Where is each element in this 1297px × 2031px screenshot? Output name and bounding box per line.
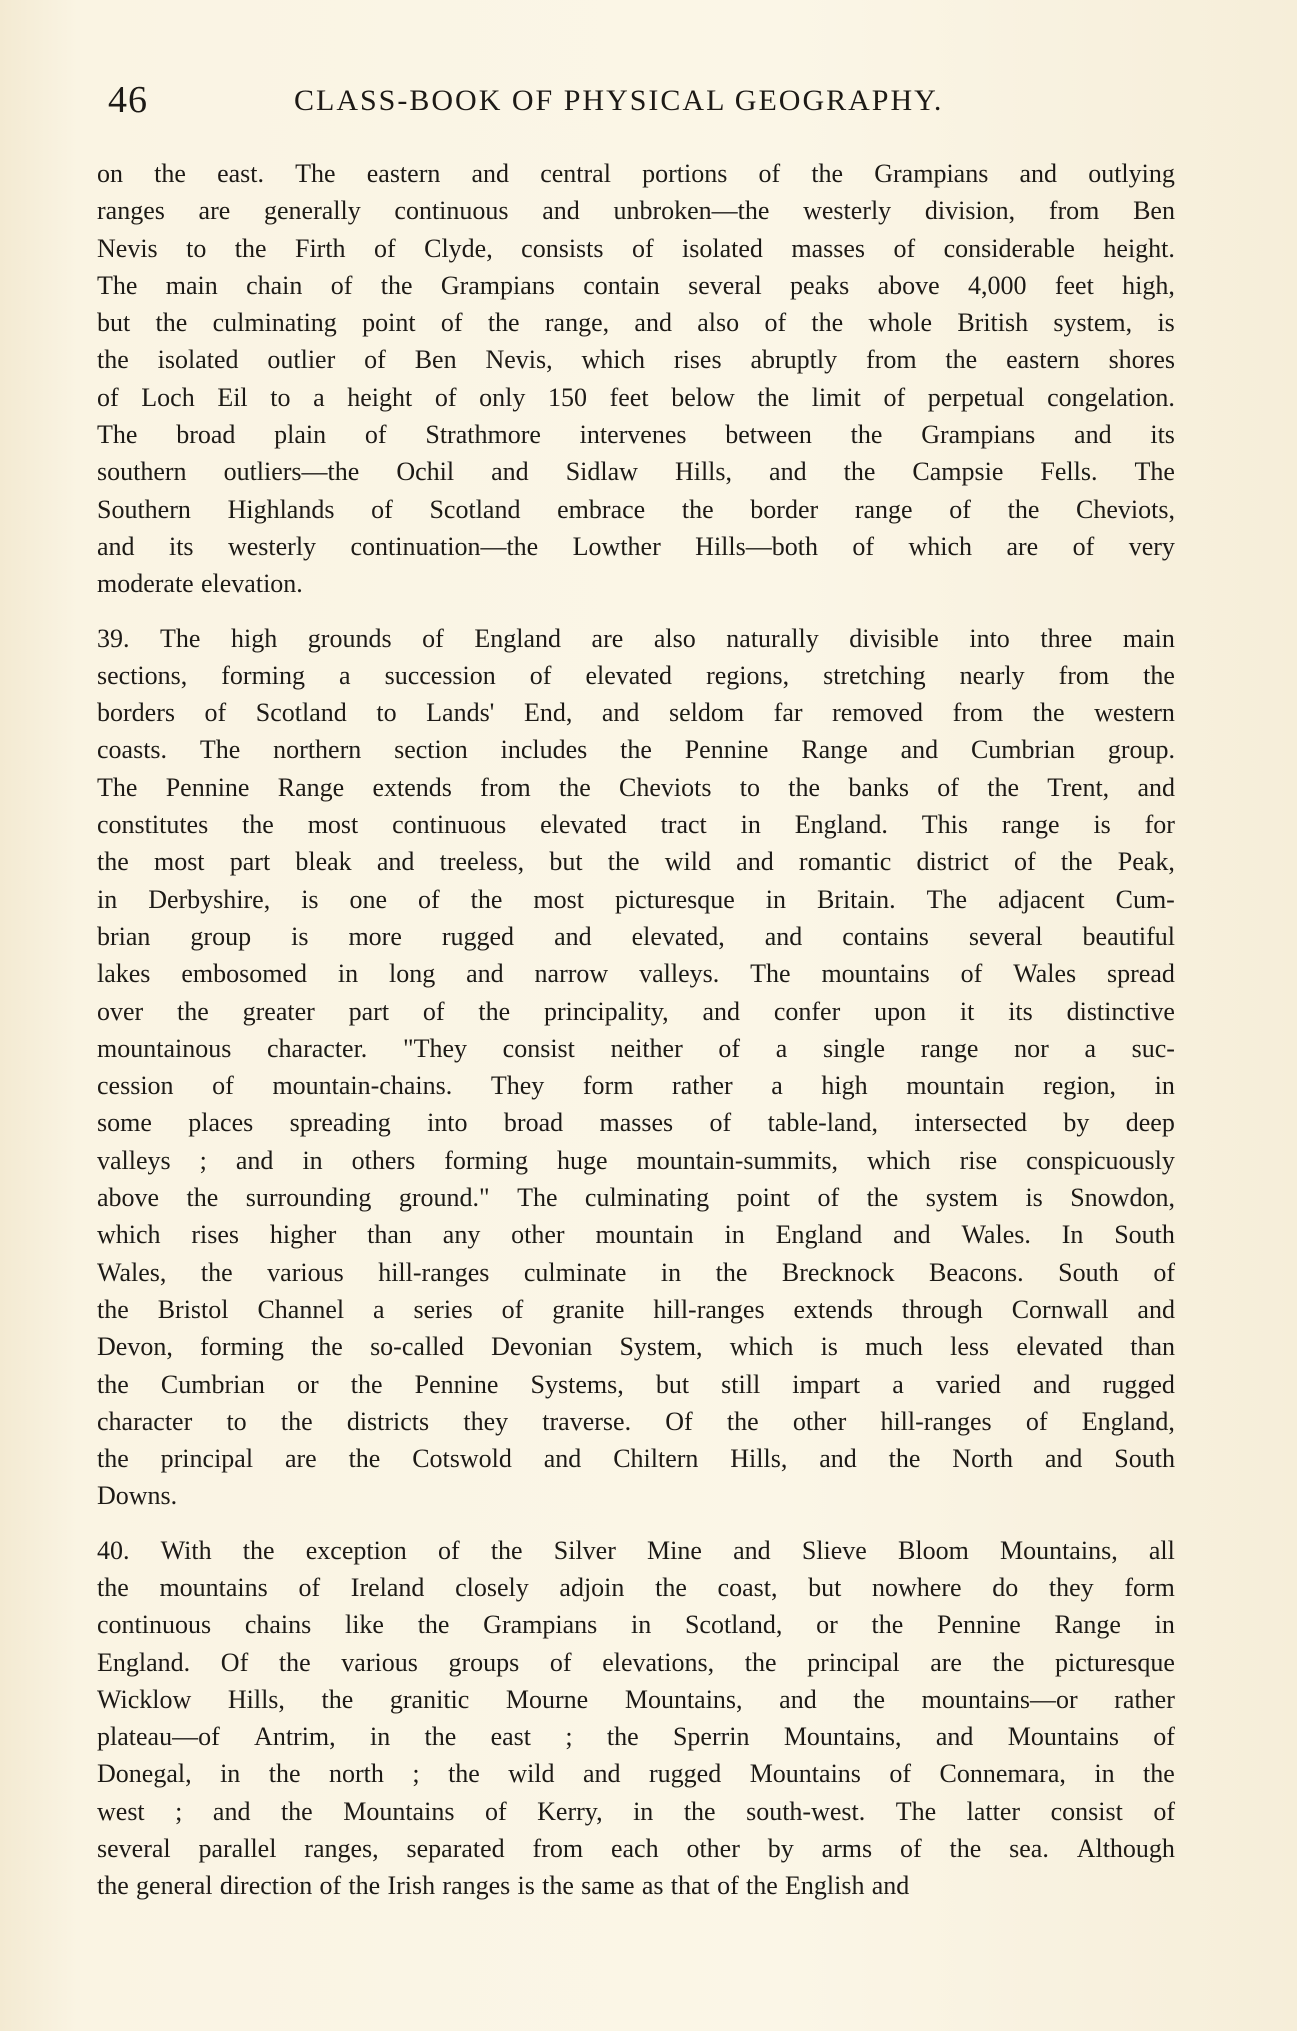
paragraph-40-ireland (97, 1532, 1175, 1905)
text-line: borders of Scotland to Lands' End, and seldom far removed from the western (97, 698, 1175, 728)
text-line: the principal are the Cotswold and Chiltern Hills, and the North and South (97, 1444, 1175, 1474)
text-line: west ; and the Mountains of Kerry, in the south-west. The latter consist of (97, 1796, 1175, 1826)
text-line: but the culminating point of the range, and also of the whole British system, is (97, 308, 1175, 338)
text-line: over the greater part of the principality, and confer upon it its distinctive (97, 996, 1175, 1026)
text-line: in Derbyshire, is one of the most picturesque in Britain. The adjacent Cum- (97, 884, 1175, 914)
text-line: Southern Highlands of Scotland embrace the border range of the Cheviots, (97, 494, 1175, 524)
text-line: cession of mountain-chains. They form rather a high mountain region, in (97, 1071, 1175, 1101)
text-line: mountainous character. "They consist neither of a single range nor a suc- (97, 1033, 1175, 1063)
text-line: 40. With the exception of the Silver Mine and Slieve Bloom Mountains, all (97, 1535, 1175, 1565)
text-line: which rises higher than any other mountain in England and Wales. In South (97, 1220, 1175, 1250)
text-line: moderate elevation. (97, 569, 303, 599)
text-line: Nevis to the Firth of Clyde, consists of isolated masses of considerable height. (97, 233, 1175, 263)
text-line: constitutes the most continuous elevated tract in England. This range is for (97, 810, 1175, 840)
text-line: the Bristol Channel a series of granite hill-ranges extends through Cornwall and (97, 1294, 1175, 1324)
text-line: of Loch Eil to a height of only 150 feet below the limit of perpetual congelation. (97, 382, 1175, 412)
text-line: several parallel ranges, separated from each other by arms of the sea. Although (97, 1834, 1175, 1864)
paragraph-39-england (97, 620, 1175, 1515)
text-line: Wales, the various hill-ranges culminate in the Brecknock Beacons. South of (97, 1257, 1175, 1287)
text-line: Devon, forming the so-called Devonian System, which is much less elevated than (97, 1332, 1175, 1362)
text-line: valleys ; and in others forming huge mountain-summits, which rise conspicuously (97, 1145, 1175, 1175)
text-line: character to the districts they traverse. Of the other hill-ranges of England, (97, 1406, 1175, 1436)
text-line: on the east. The eastern and central portions of the Grampians and outlying (97, 159, 1175, 188)
text-line: some places spreading into broad masses of table-land, intersected by deep (97, 1108, 1175, 1138)
text-line: 39. The high grounds of England are also naturally divisible into three main (97, 623, 1175, 653)
text-line: Downs. (97, 1481, 178, 1511)
text-line: ranges are generally continuous and unbroken—the westerly division, from Ben (97, 196, 1175, 226)
text-line: sections, forming a succession of elevated regions, stretching nearly from the (97, 660, 1175, 690)
page-header (108, 78, 1208, 128)
text-line: the general direction of the Irish ranges is the same as that of the English and (97, 1871, 910, 1901)
text-line: continuous chains like the Grampians in Scotland, or the Pennine Range in (97, 1610, 1175, 1640)
text-line: plateau—of Antrim, in the east ; the Sperrin Mountains, and Mountains of (97, 1722, 1175, 1752)
text-line: brian group is more rugged and elevated, and contains several beautiful (97, 921, 1175, 951)
text-line: the Cumbrian or the Pennine Systems, but still impart a varied and rugged (97, 1369, 1175, 1399)
text-line: The main chain of the Grampians contain several peaks above 4,000 feet high, (97, 270, 1175, 300)
text-line: coasts. The northern section includes the Pennine Range and Cumbrian group. (97, 735, 1175, 765)
text-line: lakes embosomed in long and narrow valleys. The mountains of Wales spread (97, 959, 1175, 989)
paragraph-scotland (97, 155, 1175, 603)
text-line: England. Of the various groups of elevations, the principal are the picturesque (97, 1647, 1175, 1677)
text-line: the isolated outlier of Ben Nevis, which rises abruptly from the eastern shores (97, 345, 1175, 375)
text-line: and its westerly continuation—the Lowther Hills—both of which are of very (97, 531, 1175, 561)
text-line: the mountains of Ireland closely adjoin the coast, but nowhere do they form (97, 1572, 1175, 1602)
text-line: Wicklow Hills, the granitic Mourne Mountains, and the mountains—or rather (97, 1684, 1175, 1714)
body-text (97, 155, 1175, 1905)
running-head: CLASS-BOOK OF PHYSICAL GEOGRAPHY. (294, 84, 944, 117)
page-number: 46 (108, 79, 148, 121)
text-line: the most part bleak and treeless, but the wild and romantic district of the Peak, (97, 847, 1175, 877)
text-line: above the surrounding ground." The culminating point of the system is Snowdon, (97, 1183, 1175, 1213)
text-line: Donegal, in the north ; the wild and rugged Mountains of Connemara, in the (97, 1759, 1175, 1789)
text-line: southern outliers—the Ochil and Sidlaw Hills, and the Campsie Fells. The (97, 457, 1175, 487)
text-line: The broad plain of Strathmore intervenes between the Grampians and its (97, 420, 1175, 450)
text-line: The Pennine Range extends from the Cheviots to the banks of the Trent, and (97, 772, 1175, 802)
